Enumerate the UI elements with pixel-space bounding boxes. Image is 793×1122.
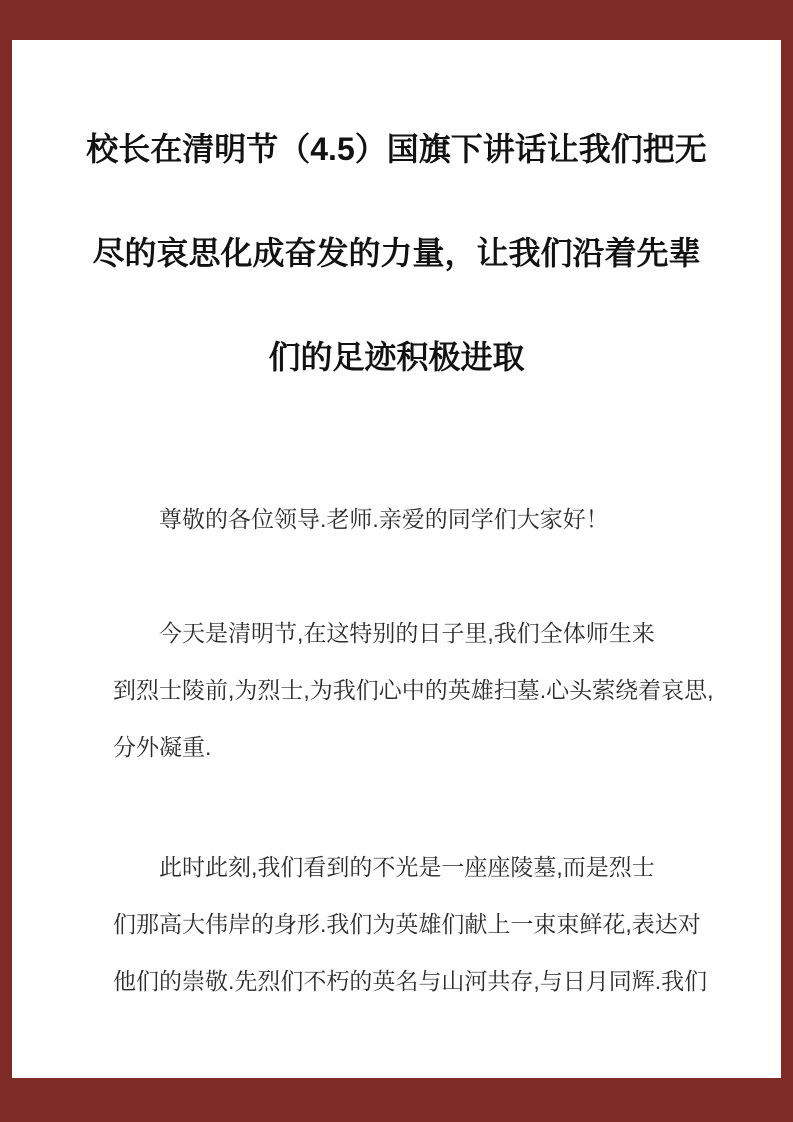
title-line-2: 尽的哀思化成奋发的力量，让我们沿着先辈: [92, 235, 701, 271]
paragraph-line: 尊敬的各位领导.老师.亲爱的同学们大家好！: [159, 506, 609, 532]
paragraph-line: 此时此刻,我们看到的不光是一座座陵墓,而是烈士: [159, 854, 655, 880]
title-line-3: 们的足迹积极进取: [268, 339, 525, 375]
paragraph-3: [113, 839, 713, 1010]
paragraph-line: 到烈士陵前,为烈士,为我们心中的英雄扫墓.心头萦绕着哀思,: [113, 677, 714, 703]
document-body: [12, 491, 781, 1010]
paragraph-2: [113, 605, 713, 776]
paragraph-line: 今天是清明节,在这特别的日子里,我们全体师生来: [159, 620, 655, 646]
title-line-1: 校长在清明节（4.5）国旗下讲话让我们把无: [86, 131, 707, 167]
paragraph-line: 他们的崇敬.先烈们不朽的英名与山河共存,与日月同辉.我们: [113, 968, 708, 994]
paragraph-line: 们那高大伟岸的身形.我们为英雄们献上一束束鲜花,表达对: [113, 911, 701, 937]
document-title: [12, 97, 781, 409]
document-page: [12, 40, 781, 1078]
paragraph-greeting: [113, 491, 713, 548]
paragraph-line: 分外凝重.: [113, 734, 212, 760]
